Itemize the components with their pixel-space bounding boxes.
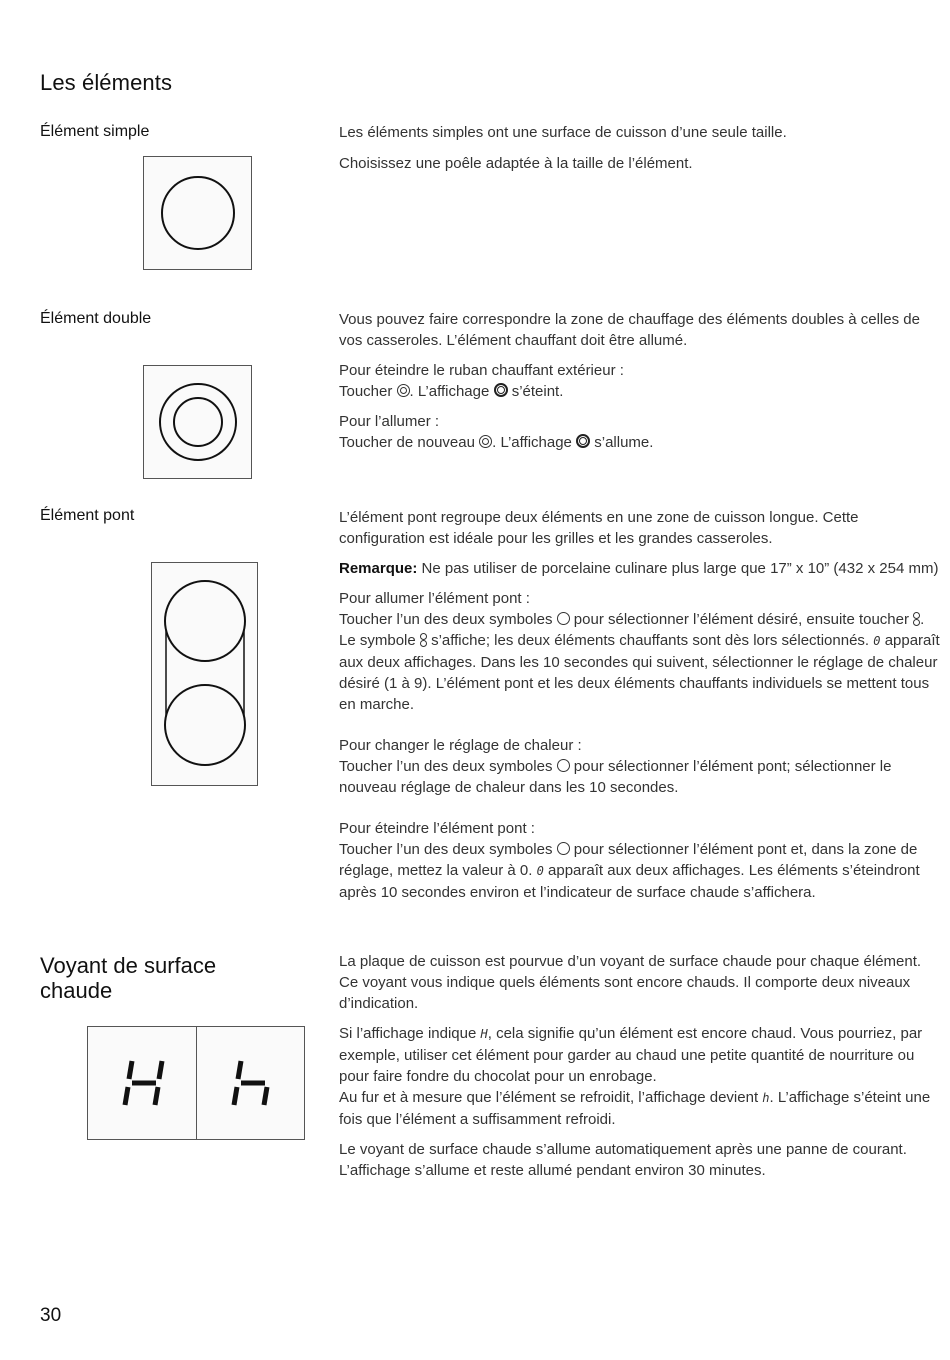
pont-change-text-1: Toucher l’un des deux symboles	[339, 758, 553, 775]
pont-off-text-2: pour sélectionner l’élément pont et, dans la zone de réglage, mettez la valeur à 0.	[339, 841, 918, 879]
double-text	[339, 309, 941, 453]
bridge-symbol-icon	[913, 612, 920, 627]
double-on-text-2: . L’affichage	[492, 434, 572, 451]
bridge-symbol-icon	[420, 633, 427, 648]
double-on-text-1: Toucher de nouveau	[339, 434, 475, 451]
pont-change-text-2: pour sélectionner l’élément pont; sélectionner le nouveau réglage de chaleur dans les 10 secondes.	[339, 758, 892, 796]
voyant-p2-text-1: Si l’affichage indique	[339, 1025, 477, 1042]
display-H-glyph: H	[480, 1027, 488, 1041]
double-off-instruction	[339, 381, 941, 402]
pont-on-instruction	[339, 609, 941, 715]
double-element-diagram	[143, 365, 252, 479]
display-panel-left	[88, 1027, 197, 1139]
voyant-p2-text-3: Au fur et à mesure que l’élément se refroidit, l’affichage devient	[339, 1089, 759, 1106]
display-zero-glyph: 0	[536, 864, 544, 878]
simple-paragraph-1: Les éléments simples ont une surface de cuisson d’une seule taille.	[339, 124, 787, 141]
voyant-text	[339, 951, 939, 1181]
pont-off-instruction	[339, 839, 941, 903]
double-display-icon	[576, 434, 590, 448]
bridge-burner-icon	[152, 563, 257, 785]
page-title: Les éléments	[40, 70, 173, 95]
note-text: Ne pas utiliser de porcelaine culinare plus large que 17” x 10” (432 x 254 mm)	[421, 560, 939, 577]
pont-off-title: Pour éteindre l’élément pont :	[339, 820, 535, 837]
page-number: 30	[40, 1305, 62, 1326]
pont-on-title: Pour allumer l’élément pont :	[339, 590, 530, 607]
display-panel-right	[197, 1027, 305, 1139]
circle-symbol-icon	[557, 759, 570, 772]
pont-heading: Élément pont	[40, 507, 135, 524]
double-off-title: Pour éteindre le ruban chauffant extérieur :	[339, 362, 624, 379]
voyant-heading-line-1: Voyant de surface	[40, 953, 217, 978]
note-label: Remarque:	[339, 560, 418, 577]
voyant-paragraph-1: La plaque de cuisson est pourvue d’un voyant de surface chaude pour chaque élément. Ce voyant vous indique quels éléments sont encore chauds. Il comporte deux niveaux d’indication.	[339, 953, 922, 1012]
seven-segment-h-icon	[197, 1027, 305, 1139]
display-zero-glyph: 0	[873, 634, 881, 648]
pont-on-text-2: pour sélectionner l’élément désiré, ensuite toucher	[573, 611, 909, 628]
pont-on-text-1: Toucher l’un des deux symboles	[339, 611, 553, 628]
double-off-text-2: . L’affichage	[409, 383, 490, 400]
pont-off-text-3: apparaît aux deux affichages. Les éléments s’éteindront après 10 secondes environ et l’indicateur de surface chaude s’affichera.	[339, 862, 920, 901]
double-display-icon	[494, 383, 508, 397]
hot-surface-display	[87, 1026, 305, 1140]
voyant-p2-text-4: . L’affichage s’éteint une fois que l’élément a suffisamment refroidi.	[339, 1089, 931, 1128]
pont-note	[339, 558, 941, 579]
voyant-heading	[40, 953, 216, 1003]
simple-paragraph-2: Choisissez une poêle adaptée à la taille de l’élément.	[339, 155, 693, 172]
simple-element-diagram	[143, 156, 252, 270]
double-on-text-3: s’allume.	[594, 434, 654, 451]
voyant-heading-line-2: chaude	[40, 978, 113, 1003]
circle-symbol-icon	[557, 612, 570, 625]
simple-heading: Élément simple	[40, 123, 150, 140]
pont-on-text-4: s’affiche; les deux éléments chauffants sont dès lors sélectionnés.	[431, 632, 870, 649]
pont-element-diagram	[151, 562, 258, 786]
circle-symbol-icon	[557, 842, 570, 855]
double-off-text-1: Toucher	[339, 383, 393, 400]
display-h-glyph: h	[762, 1091, 770, 1105]
double-on-title: Pour l’allumer :	[339, 413, 440, 430]
voyant-p2-text-2: , cela signifie qu’un élément est encore chaud. Vous pourriez, par exemple, utiliser cet élément pour garder au chaud une petite quantité de nourriture ou pour faire fondre du chocolat pour un enrobage.	[339, 1025, 923, 1085]
double-on-instruction	[339, 432, 941, 453]
single-burner-icon	[144, 157, 251, 269]
double-burner-icon	[144, 366, 251, 478]
pont-off-text-1: Toucher l’un des deux symboles	[339, 841, 553, 858]
double-heading: Élément double	[40, 310, 152, 327]
double-paragraph-1: Vous pouvez faire correspondre la zone de chauffage des éléments doubles à celles de vos casseroles. L’élément chauffant doit être allumé.	[339, 311, 920, 349]
simple-text	[339, 122, 939, 174]
voyant-paragraph-2	[339, 1023, 939, 1130]
pont-change-title: Pour changer le réglage de chaleur :	[339, 737, 582, 754]
voyant-paragraph-3: Le voyant de surface chaude s’allume automatiquement après une panne de courant. L’affichage s’allume et reste allumé pendant environ 30 minutes.	[339, 1141, 907, 1179]
double-off-text-3: s’éteint.	[511, 383, 564, 400]
double-ring-symbol-icon	[479, 435, 492, 448]
seven-segment-H-icon	[88, 1027, 196, 1139]
pont-change-instruction	[339, 756, 941, 798]
double-ring-symbol-icon	[397, 384, 410, 397]
pont-paragraph-1: L’élément pont regroupe deux éléments en une zone de cuisson longue. Cette configuration est idéale pour les grilles et les grandes casseroles.	[339, 509, 859, 547]
pont-on-text-5: apparaît aux deux affichages. Dans les 10 secondes qui suivent, sélectionner le réglage de chaleur désiré (1 à 9). L’élément pont et les deux éléments chauffants individuels se mettent tous en marche.	[339, 632, 940, 713]
pont-on-text-3: . Le symbole	[339, 611, 925, 649]
pont-text	[339, 507, 941, 903]
